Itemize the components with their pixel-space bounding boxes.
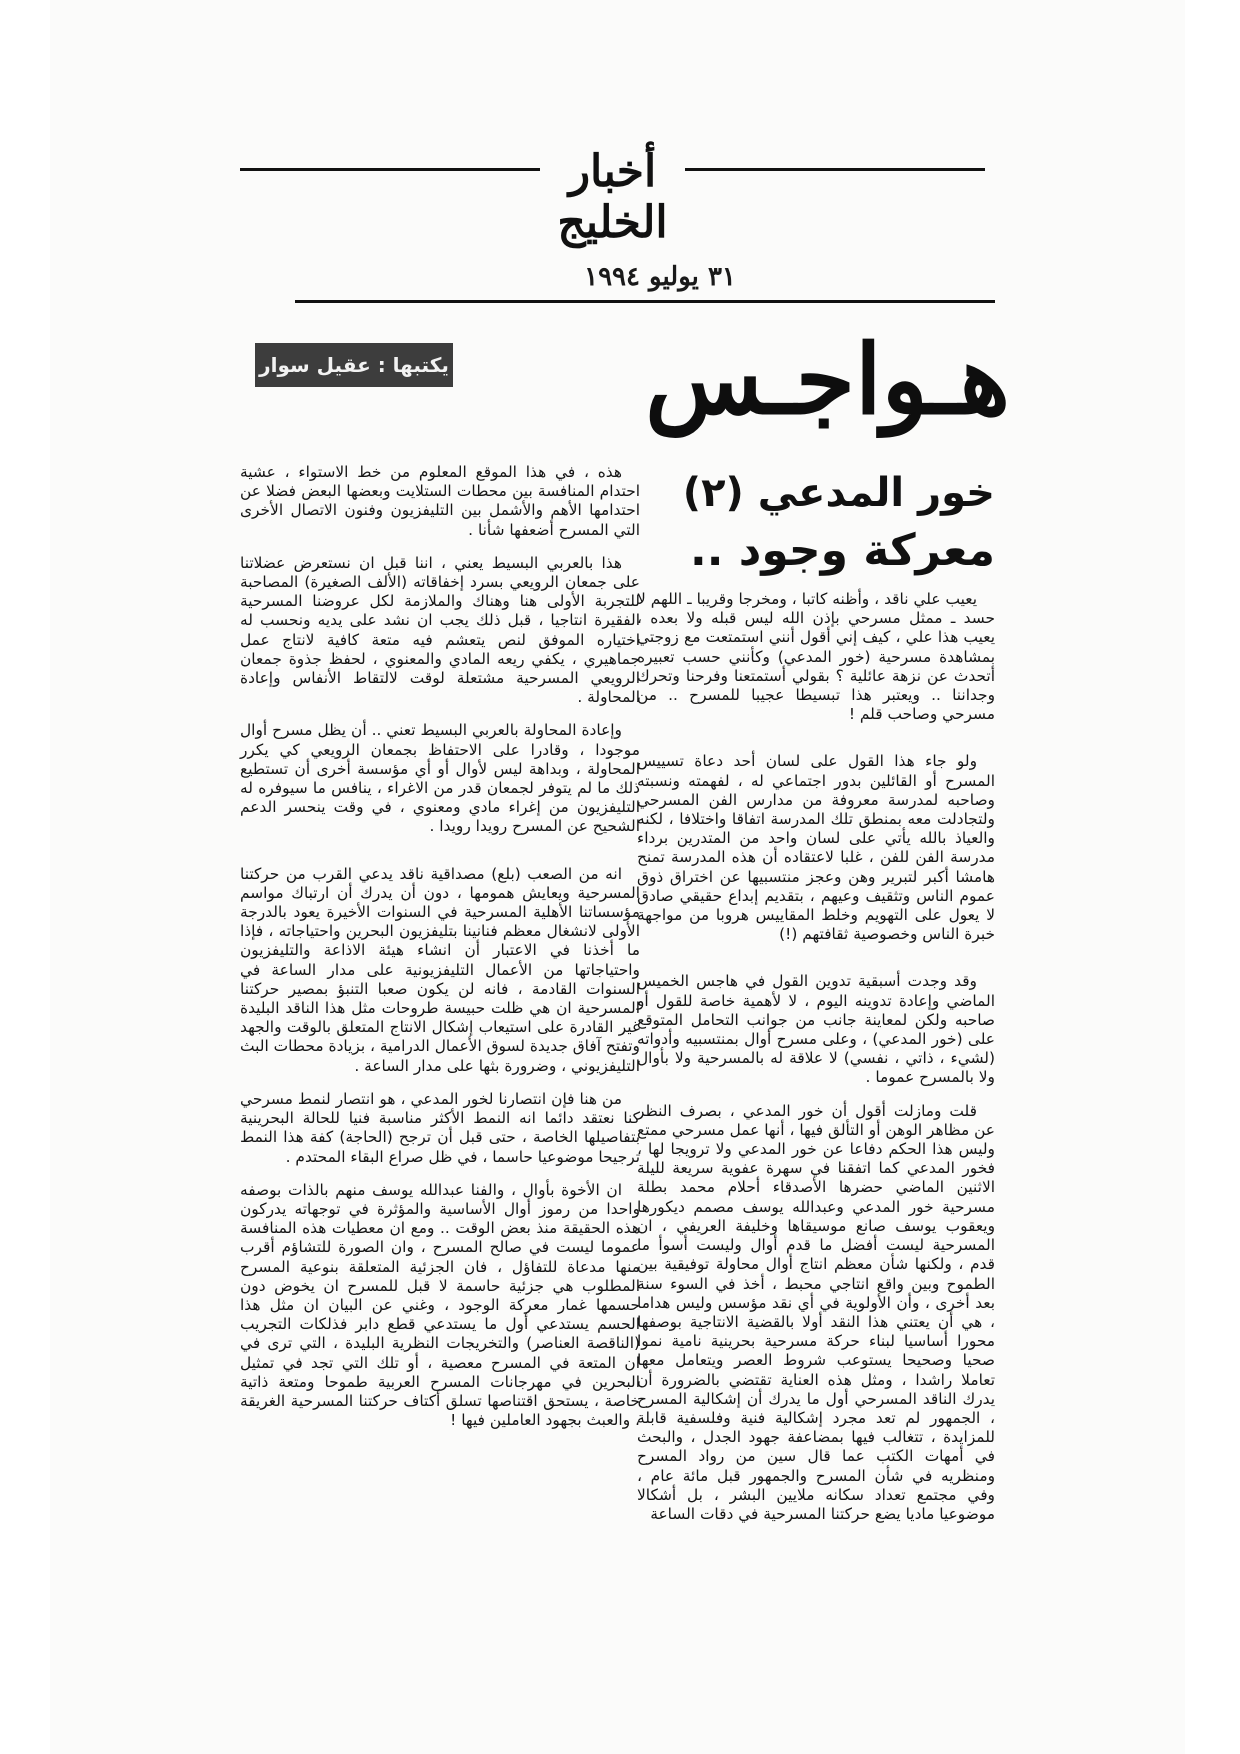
headline-line-2: معركة وجود .. bbox=[689, 525, 995, 576]
paragraph: ان الأخوة بأوال ، والفنا عبدالله يوسف منهم بالذات بوصفه واحدا من رموز أوال الأساسية والمؤثرة في توجهاته يدركون هذه الحقيقة منذ بعض الوقت .. ومع ان معطيات هذه المنافسة عموما ليست في صالح المسرح ، وان الصورة للتشاؤم أقرب منها مدعاة للتفاؤل ، فان الجزئية المتعلقة بنوعية المسرح المطلوب هي جزئية حاسمة لا قبل للمسرح ان يخوض دون حسمها غمار معركة الوجود ، وغني عن البيان ان مثل هذا الحسم يستدعي أول ما يستدعي قطع دابر فذلكات التجريب (الناقصة العناصر) والتخريجات النظرية البليدة ، التي ترى في ان المتعة في المسرح معصية ، أو تلك التي تجد في تمثيل البحرين في مهرجانات المسرح العربية طموحا ومتعة ذاتية خاصة ، يستحق اقتناصها تسلق أكتاف حركتنا المسرحية الغريقة ، والعبث بجهود العاملين فيها ! bbox=[240, 1180, 640, 1430]
publication-date: ٣١ يوليو ١٩٩٤ bbox=[584, 262, 736, 292]
paragraph: يعيب علي ناقد ، وأظنه كاتبا ، ومخرجا وقريبا ـ اللهم لا حسد ـ ممثل مسرحي بإذن الله ليس قبله ولا بعده ، يعيب هذا علي ، كيف إني أقول أنني استمتعت مع زوجتي بمشاهدة مسرحية (خور المدعي) وكأنني حسب تعبيره أتحدث عن نزهة عائلية ؟ بقولي أستمتعنا وفرحنا وتحرك وجداننا .. ويعتبر هذا تبسيطا عجيبا للمسرح .. من مسرحي وصاحب قلم ! bbox=[637, 590, 995, 724]
paragraph: انه من الصعب (بلع) مصداقية ناقد يدعي القرب من حركتنا المسرحية ويعايش همومها ، دون أن يدرك أن ارتباك مواسم مؤسساتنا الأهلية المسرحية في السنوات الأخيرة يعود بالدرجة الأولى لانشغال معظم فنانينا بتليفزيون البحرين واحتياجاته ، فإذا ما أخذنا في الاعتبار أن انشاء هيئة الاذاعة والتليفزيون واحتياجاتها من الأعمال التليفزيونية على مدار الساعة في السنوات القادمة ، فانه لن يكون صعبا التنبؤ بمصير حركتنا المسرحية ان هي ظلت حبيسة طروحات مثل هذا الناقد البليدة غير القادرة على استيعاب إشكال الانتاج المتعلق بالوقت والجهد وتفتح آفاق جديدة لسوق الأعمال الدرامية ، بزيادة محطات البث التليفزيوني ، وضرورة بثها على مدار الساعة . bbox=[240, 864, 640, 1075]
article-column-left bbox=[240, 463, 640, 1444]
paragraph: هذه ، في هذا الموقع المعلوم من خط الاستواء ، عشية احتدام المنافسة بين محطات الستلايت وبعضها البعض فضلا عن احتدامها الأهم والأشمل بين التليفزيون وفنون الاتصال الأخرى التي المسرح أضعفها شأنا . bbox=[240, 463, 640, 539]
header-rule bbox=[295, 300, 995, 303]
masthead-rule-left bbox=[240, 168, 540, 171]
paragraph: ولو جاء هذا القول على لسان أحد دعاة تسييس المسرح أو القائلين بدور اجتماعي له ، لفهمته ونسبته وصاحبه لمدرسة معروفة من مدارس الفن المسرحي ولتجادلت معه بمنطق تلك المدرسة اتفاقا واختلافا ، لكنه والعياذ بالله يأتي على لسان واحد من المتدرين برداء مدرسة الفن للفن ، غلبا لاعتقاده أن هذه المدرسة تمنح هامشا أكبر لتبرير وهن وعجز منتسبيها عن اختراق ذوق عموم الناس وتثقيف وعيهم ، بتقديم إبداع حقيقي صادق لا يعول على التهويم وخلط المقاييس هروبا من مواجهة خبرة الناس وخصوصية ثقافتهم (!) bbox=[637, 752, 995, 944]
column-title: هـواجـس bbox=[645, 323, 1010, 436]
paragraph: قلت ومازلت أقول أن خور المدعي ، بصرف النظر عن مظاهر الوهن أو التألق فيها ، أنها عمل مسرحي ممتع وليس هذا الحكم دفاعا عن خور المدعي ولا ترويجا لها ، فخور المدعي كما اتفقنا في سهرة عفوية سريعة لليلة الاثنين الماضي حضرها الأصدقاء أحلام محمد بطلة مسرحية خور المدعي وعبدالله يوسف مصمم ديكورها ويعقوب يوسف صانع موسيقاها وخليفة العريفي ، ان المسرحية ليست أفضل ما قدم أوال وليست أسوأ ما قدم ، ولكنها شأن معظم انتاج أوال محاولة توفيقية بين الطموح وبين واقع انتاجي محبط ، أخذ في السوء سنة بعد أخرى ، وأن الأولوية في أي نقد مؤسس وليس هداما ، هي أن يعتني هذا النقد أولا بالقضية الانتاجية بوصفها محورا أساسيا لبناء حركة مسرحية بحرينية نامية نموا صحيا وصحيحا يستوعب شروط العصر ويتعامل معها تعاملا راشدا ، ومثل هذه العناية تقتضي بالضرورة أن يدرك الناقد المسرحي أول ما يدرك أن إشكالية المسرح ، الجمهور لم تعد مجرد إشكالية فنية وفلسفية قابلة للمزايدة ، تتغالب فيها بمضاعفة جهود الجدل ، والبحث في أمهات الكتب عما قال سين من رواد المسرح ومنظريه في شأن المسرح والجمهور قبل مائة عام ، وفي مجتمع تعداد سكانه ملايين البشر ، بل أشكالا موضوعيا ماديا يضع حركتنا المسرحية في دقات الساعة bbox=[637, 1101, 995, 1523]
headline-line-1: خور المدعي (٢) bbox=[682, 470, 995, 516]
article-column-right bbox=[637, 590, 995, 1538]
paragraph: من هنا فإن انتصارنا لخور المدعي ، هو انتصار لنمط مسرحي كنا نعتقد دائما انه النمط الأكثر مناسبة فنيا للحالة البحرينية بتفاصيلها الخاصة ، حتى قبل أن ترجح (الحاجة) كفة هذا النمط ترجيحا موضوعيا حاسما ، في ظل صراع البقاء المحتدم . bbox=[240, 1089, 640, 1166]
paragraph: وإعادة المحاولة بالعربي البسيط تعني .. أن يظل مسرح أوال موجودا ، وقادرا على الاحتفاظ بجمعان الرويعي كي يكرر المحاولة ، وبداهة ليس لأوال أو أي مؤسسة أخرى أن تستطيع ذلك ما لم يتوفر لجمعان قدر من الاغراء ، ينافس ما سيوفره له التليفزيون من إغراء مادي ومعنوي ، في وقت ينحسر الدعم الشحيح عن المسرح رويدا رويدا . bbox=[240, 721, 640, 836]
paragraph: وقد وجدت أسبقية تدوين القول في هاجس الخميس الماضي وإعادة تدوينه اليوم ، لا لأهمية خاصة للقول أو صاحبه ولكن لمعاينة جانب من جوانب التحامل المتوقع على (خور المدعي) ، وعلى مسرح أوال بمنتسبيه وأدواته (لشيء ، ذاتي ، نفسي) لا علاقة له بالمسرحية ولا بأوال ولا بالمسرح عموما . bbox=[637, 972, 995, 1087]
masthead-rule-right bbox=[685, 168, 985, 171]
author-byline: يكتبها : عقيل سوار bbox=[255, 343, 453, 387]
masthead bbox=[240, 146, 985, 248]
newspaper-logo: أخبار الخليج bbox=[557, 146, 668, 248]
paragraph: هذا بالعربي البسيط يعني ، اننا قبل ان نستعرض عضلاتنا على جمعان الرويعي بسرد إخفاقاته (الألف الصغيرة) المصاحبة للتجربة الأولى هنا وهناك والملازمة لكل عروضنا المسرحية الفقيرة انتاجيا ، قبل ذلك يجب ان نشد على يديه ونحسب له اختياره الموفق لنص يتعشم فيه متعة كافية لانتاج عمل جماهيري ، يكفي ريعه المادي والمعنوي ، لحفظ جذوة جمعان الرويعي المسرحية مشتعلة لوقت لالتقاط الأنفاس وإعادة المحاولة . bbox=[240, 553, 640, 707]
